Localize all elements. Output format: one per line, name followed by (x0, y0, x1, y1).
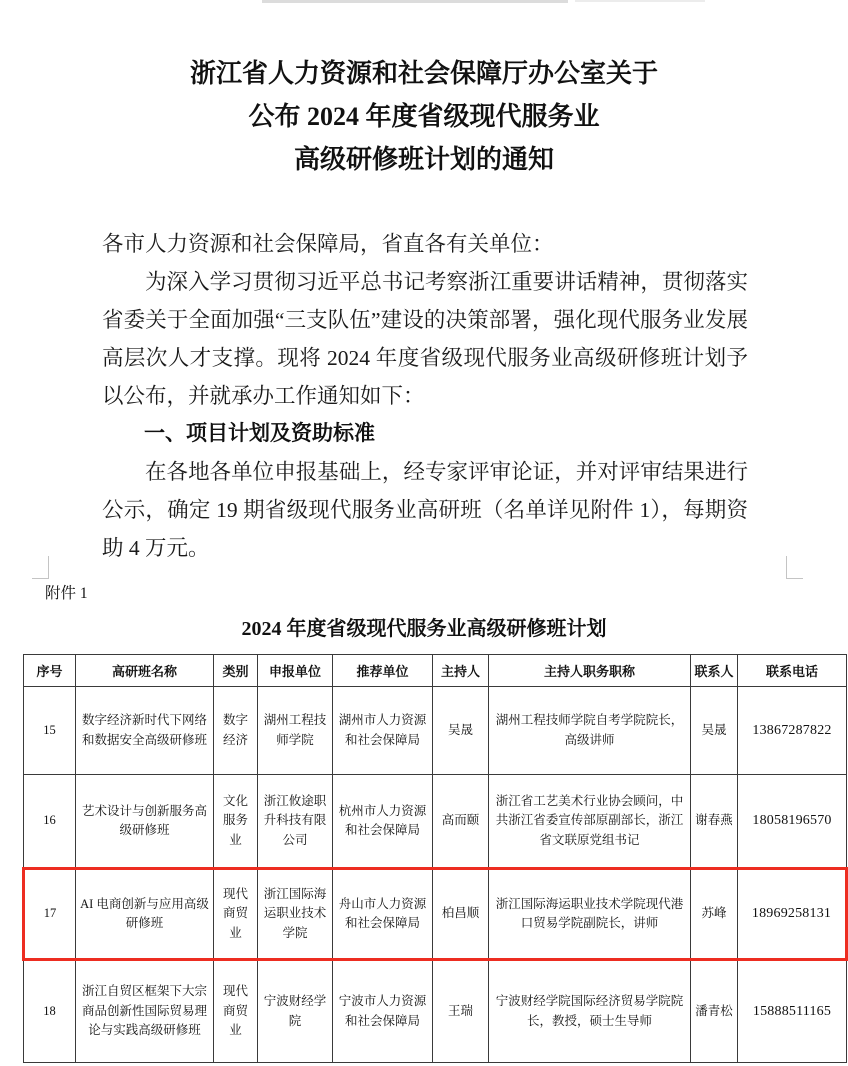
cell-name: AI 电商创新与应用高级研修班 (76, 869, 214, 960)
header-contact: 联系人 (691, 655, 738, 687)
cell-applicant: 浙江国际海运职业技术学院 (258, 869, 333, 960)
cell-applicant: 湖州工程技师学院 (258, 687, 333, 775)
cell-applicant: 浙江攸途职升科技有限公司 (258, 775, 333, 869)
table-header-row (24, 655, 847, 687)
document-title (0, 52, 848, 181)
header-name: 高研班名称 (76, 655, 214, 687)
cell-host-title: 浙江省工艺美术行业协会顾问，中共浙江省委宣传部原副部长，浙江省文联原党组书记 (489, 775, 691, 869)
cell-serial: 15 (24, 687, 76, 775)
header-category: 类别 (214, 655, 258, 687)
cell-category: 现代商贸业 (214, 869, 258, 960)
cell-name: 数字经济新时代下网络和数据安全高级研修班 (76, 687, 214, 775)
cell-host-title: 宁波财经学院国际经济贸易学院院长，教授，硕士生导师 (489, 960, 691, 1063)
cell-category: 文化服务业 (214, 775, 258, 869)
cell-recommender: 杭州市人力资源和社会保障局 (333, 775, 433, 869)
cell-host: 高而颐 (433, 775, 489, 869)
cell-contact: 潘青松 (691, 960, 738, 1063)
cell-host-title: 浙江国际海运职业技术学院现代港口贸易学院副院长，讲师 (489, 869, 691, 960)
highlighted-table-row (24, 869, 847, 960)
cell-serial: 16 (24, 775, 76, 869)
cell-host: 柏昌顺 (433, 869, 489, 960)
table-title: 2024 年度省级现代服务业高级研修班计划 (241, 618, 607, 640)
cell-phone: 18969258131 (738, 869, 847, 960)
header-phone: 联系电话 (738, 655, 847, 687)
cell-recommender: 舟山市人力资源和社会保障局 (333, 869, 433, 960)
header-serial: 序号 (24, 655, 76, 687)
page-edge-artifact (575, 0, 705, 2)
cell-serial: 17 (24, 869, 76, 960)
cell-host: 王瑞 (433, 960, 489, 1063)
header-host: 主持人 (433, 655, 489, 687)
cell-host: 吴晟 (433, 687, 489, 775)
cell-contact: 谢春燕 (691, 775, 738, 869)
header-recommender: 推荐单位 (333, 655, 433, 687)
cell-recommender: 宁波市人力资源和社会保障局 (333, 960, 433, 1063)
cell-phone: 18058196570 (738, 775, 847, 869)
table-row (24, 775, 847, 869)
cell-host-title: 湖州工程技师学院自考学院院长，高级讲师 (489, 687, 691, 775)
text-boundary-corner-icon (786, 556, 803, 579)
attachment-label: 附件 1 (45, 585, 88, 602)
cell-category: 数字经济 (214, 687, 258, 775)
document-title-line: 浙江省人力资源和社会保障厅办公室关于 (189, 59, 658, 88)
table-row (24, 687, 847, 775)
document-title-line: 公布 2024 年度省级现代服务业 (248, 102, 600, 131)
cell-name: 艺术设计与创新服务高级研修班 (76, 775, 214, 869)
cell-phone: 15888511165 (738, 960, 847, 1063)
table-row (24, 960, 847, 1063)
cell-contact: 吴晟 (691, 687, 738, 775)
cell-applicant: 宁波财经学院 (258, 960, 333, 1063)
training-plan-table (22, 654, 848, 1063)
intro-paragraph: 为深入学习贯彻习近平总书记考察浙江重要讲话精神，贯彻落实省委关于全面加强“三支队伍”建设的决策部署，强化现代服务业发展高层次人才支撑。现将 2024 年度省级现代服务业高级研修班计划予以公布，并就承办工作通知如下： (102, 270, 748, 408)
document-body (102, 225, 748, 567)
cell-serial: 18 (24, 960, 76, 1063)
page-edge-artifact (262, 0, 568, 3)
cell-name: 浙江自贸区框架下大宗商品创新性国际贸易理论与实践高级研修班 (76, 960, 214, 1063)
plan-paragraph: 在各地各单位申报基础上，经专家评审论证，并对评审结果进行公示，确定 19 期省级现代服务业高研班（名单详见附件 1），每期资助 4 万元。 (102, 460, 748, 560)
salutation: 各市人力资源和社会保障局，省直各有关单位： (102, 232, 554, 256)
document-title-line: 高级研修班计划的通知 (293, 145, 554, 174)
text-boundary-corner-icon (32, 556, 49, 579)
section-heading: 一、项目计划及资助标准 (144, 422, 375, 445)
header-host-title: 主持人职务职称 (489, 655, 691, 687)
cell-phone: 13867287822 (738, 687, 847, 775)
cell-category: 现代商贸业 (214, 960, 258, 1063)
header-applicant: 申报单位 (258, 655, 333, 687)
cell-recommender: 湖州市人力资源和社会保障局 (333, 687, 433, 775)
cell-contact: 苏峰 (691, 869, 738, 960)
